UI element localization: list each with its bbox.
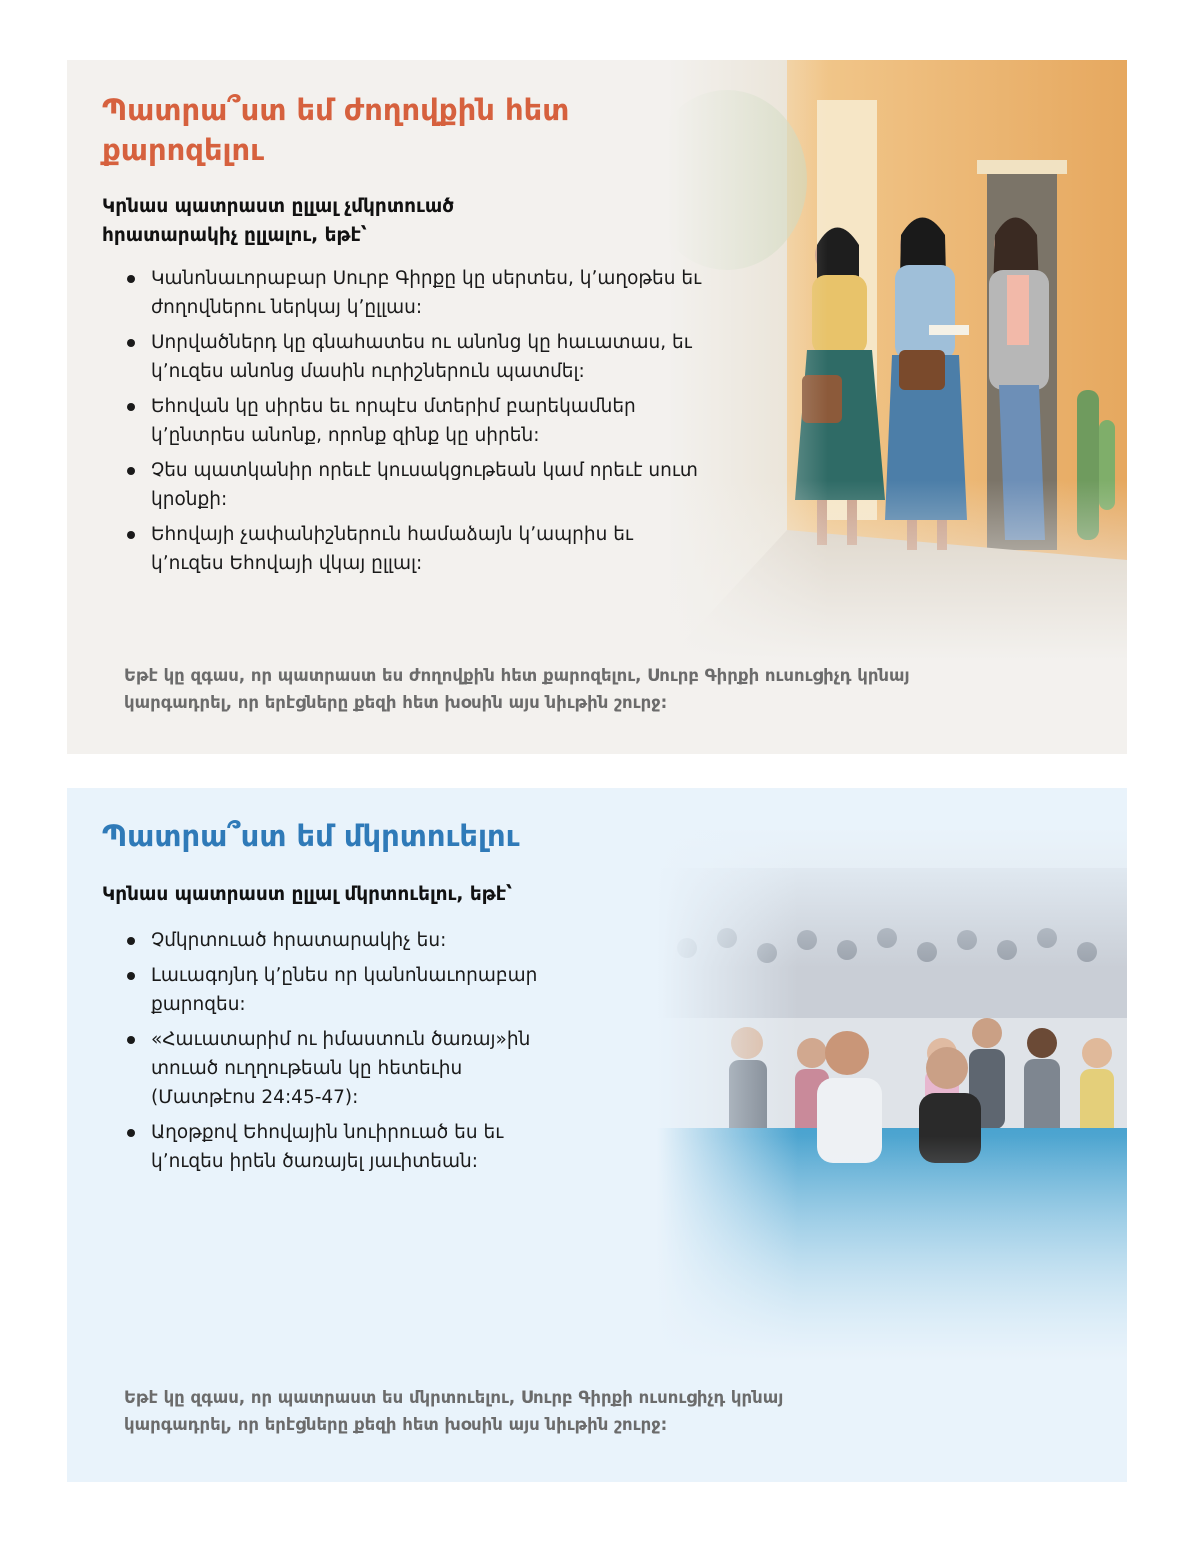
bullet-icon bbox=[127, 403, 135, 411]
list-item: Աղօթքով Եհովային նուիրուած ես եւ կ՚ուզես իրեն ծառայել յաւիտեան: bbox=[127, 1118, 567, 1176]
list-item: Չմկրտուած հրատարակիչ ես: bbox=[127, 926, 567, 955]
section-lead: Կրնաս պատրաստ ըլլալ չմկրտուած հրատարակիչ ըլլալու, եթէ՝ bbox=[102, 196, 455, 246]
list-item: Եհովայի չափանիշներուն համաձայն կ՚ապրիս եւ կ՚ուզես Եհովայի վկայ ըլլալ: bbox=[127, 520, 707, 578]
list-item: Կանոնաւորաբար Սուրբ Գիրքը կը սերտես, կ՚աղօթես եւ ժողովներու ներկայ կ՚ըլլաս: bbox=[127, 264, 707, 322]
bullet-icon bbox=[127, 1036, 135, 1044]
footnote: Եթէ կը զգաս, որ պատրաստ ես մկրտուելու, Սուրբ Գիրքի ուսուցիչդ կրնայ կարգադրել, որ երէցները քեզի հետ խօսին այս նիւթին շուրջ: bbox=[124, 1388, 784, 1434]
section-lead: Կրնաս պատրաստ ըլլալ մկրտուելու, եթէ՝ bbox=[102, 884, 512, 905]
list-item: Եհովան կը սիրես եւ որպէս մտերիմ բարեկամներ կ՚ընտրես անոնք, որոնք զինք կը սիրեն: bbox=[127, 392, 707, 450]
criteria-list bbox=[127, 926, 567, 1182]
bullet-icon bbox=[127, 972, 135, 980]
baptism-illustration bbox=[657, 828, 1127, 1388]
list-item: Սորվածներդ կը գնահատես ու անոնց կը հաւատաս, եւ կ՚ուզես անոնց մասին ուրիշներուն պատմել: bbox=[127, 328, 707, 386]
section-title: Պատրա՞ստ եմ մկրտուելու bbox=[102, 819, 520, 853]
footnote: Եթէ կը զգաս, որ պատրաստ ես ժողովքին հետ քարոզելու, Սուրբ Գիրքի ուսուցիչդ կրնայ կարգադրել, որ երէցները քեզի հետ խօսին այս նիւթին շուրջ: bbox=[124, 666, 910, 712]
list-item: «Հաւատարիմ ու իմաստուն ծառայ»ին տուած ուղղութեան կը հետեւիս (Մատթէոս 24:45-47): bbox=[127, 1025, 567, 1112]
bullet-icon bbox=[127, 531, 135, 539]
section-title: Պատրա՞ստ եմ ժողովքին հետ քարոզելու bbox=[102, 93, 570, 167]
list-item: Լաւագոյնդ կ՚ընես որ կանոնաւորաբար քարոզես: bbox=[127, 961, 567, 1019]
bullet-icon bbox=[127, 275, 135, 283]
list-item: Չես պատկանիր որեւէ կուսակցութեան կամ որեւէ սուտ կրօնքի: bbox=[127, 456, 707, 514]
bullet-icon bbox=[127, 467, 135, 475]
bullet-icon bbox=[127, 937, 135, 945]
preaching-illustration bbox=[667, 60, 1127, 660]
criteria-list bbox=[127, 264, 707, 584]
bullet-icon bbox=[127, 339, 135, 347]
bullet-icon bbox=[127, 1129, 135, 1137]
ready-to-preach-card bbox=[67, 60, 1127, 754]
ready-to-baptize-card bbox=[67, 788, 1127, 1482]
